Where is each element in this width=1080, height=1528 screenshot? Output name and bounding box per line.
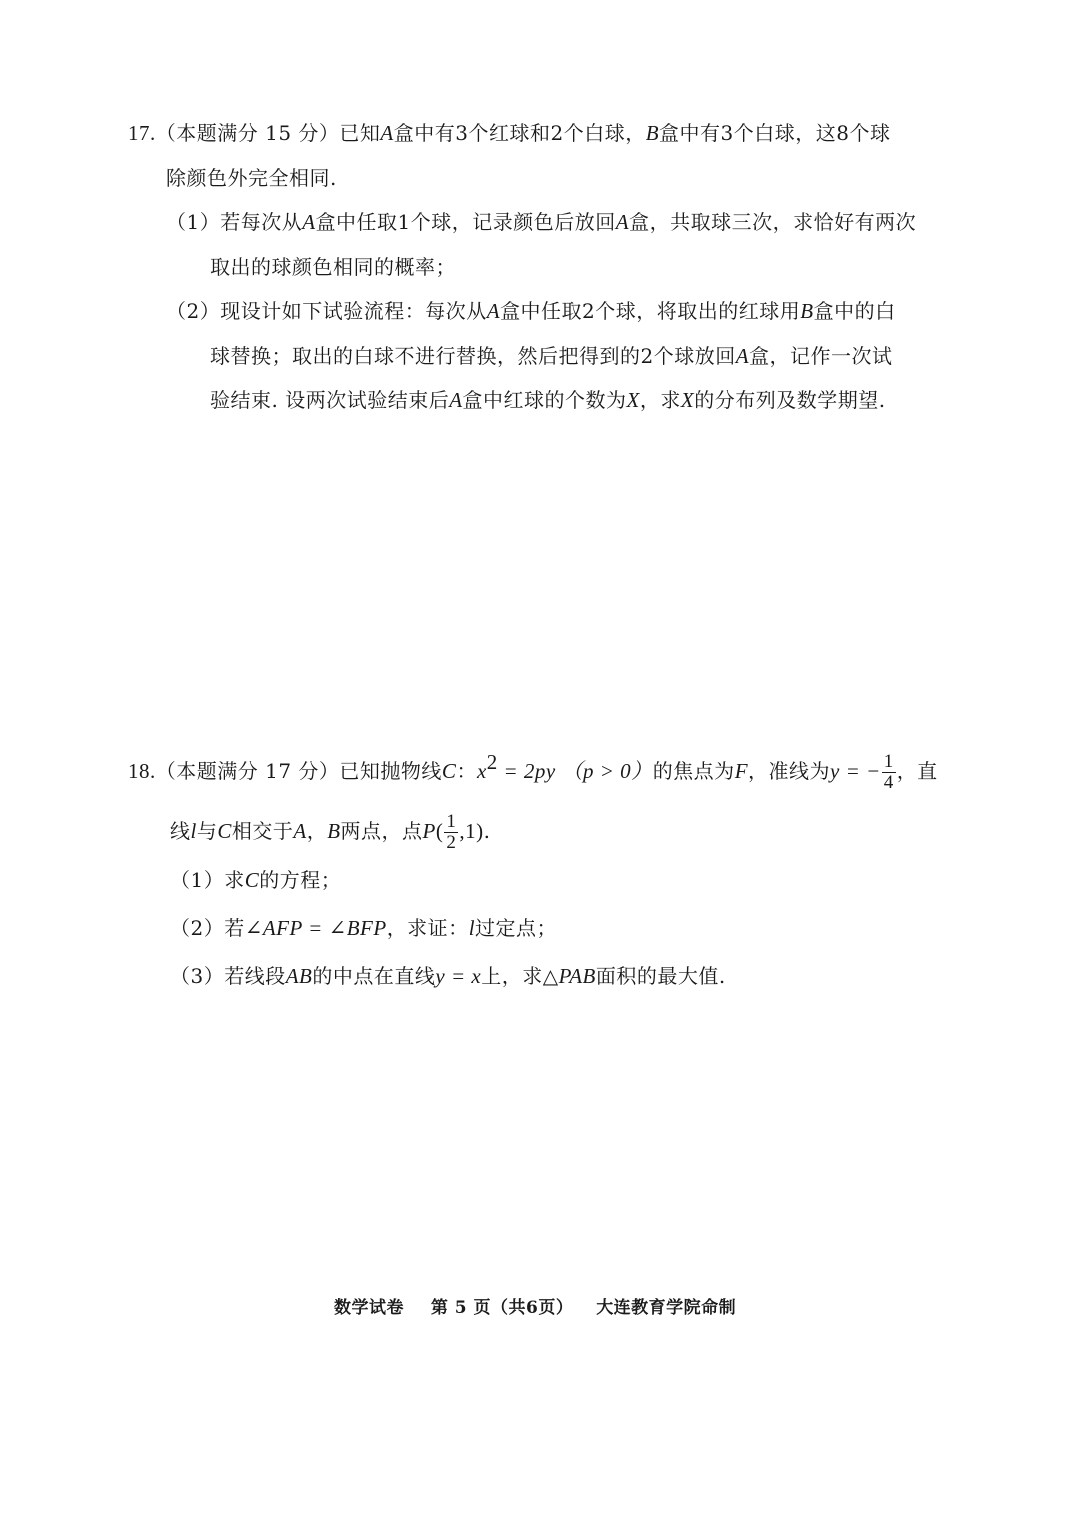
q18-stem-line2: 线l与C相交于A，B两点，点P( $\frac{1}{2}$ ,1). xyxy=(170,811,491,853)
q17-answer-space xyxy=(128,430,928,730)
footer-publisher: 大连教育学院命制 xyxy=(596,1298,737,1318)
q17-part2-line3: 验结束. 设两次试验结束后A盒中红球的个数为X，求X的分布列及数学期望. xyxy=(210,388,886,412)
q17-stem-line1: 17.（本题满分 15 分）已知A盒中有3个红球和2个白球，B盒中有3个白球，这8个球 xyxy=(128,121,891,145)
q18-number: 18. xyxy=(128,759,156,783)
page-footer xyxy=(334,1296,736,1320)
q17-stem-line2: 除颜色外完全相同. xyxy=(166,166,337,190)
q18-part3: （3）若线段AB的中点在直线y = x上，求△PAB面积的最大值. xyxy=(170,964,726,988)
q17-part2-label: （2） xyxy=(166,299,221,323)
directrix-fraction: $\frac{1}{4}$ xyxy=(883,751,894,793)
q18-part3-label: （3） xyxy=(170,964,225,988)
q17-number: 17. xyxy=(128,121,156,145)
q17-part1-line2: 取出的球颜色相同的概率； xyxy=(210,255,456,279)
q18-answer-space xyxy=(128,1010,928,1280)
footer-subject: 数学试卷 xyxy=(334,1298,404,1318)
q17-part1-line1: （1）若每次从A盒中任取1个球，记录颜色后放回A盒，共取球三次，求恰好有两次 xyxy=(166,210,917,234)
q18-part1: （1）求C的方程； xyxy=(170,868,342,892)
q17-score: （本题满分 15 分） xyxy=(155,121,340,145)
q17-part1-label: （1） xyxy=(166,210,221,234)
q18-part2-label: （2） xyxy=(170,916,225,940)
q18-part2: （2）若∠AFP = ∠BFP，求证：l过定点； xyxy=(170,916,558,940)
q18-stem-line1: 18.（本题满分 17 分）已知抛物线C：$x^2 = 2py$ （p > 0）的焦点为F，准线为y = − $\frac{1}{4}$ ，直 xyxy=(128,750,938,793)
q17-part2-line1: （2）现设计如下试验流程：每次从A盒中任取2个球，将取出的红球用B盒中的白 xyxy=(166,299,896,323)
q18-part1-label: （1） xyxy=(170,868,225,892)
point-p-fraction: $\frac{1}{2}$ xyxy=(446,811,457,853)
footer-page-number: 第 5 页（共6页） xyxy=(430,1298,574,1318)
q17-part2-line2: 球替换；取出的白球不进行替换，然后把得到的2个球放回A盒，记作一次试 xyxy=(210,344,893,368)
q18-score: （本题满分 17 分） xyxy=(155,759,340,783)
